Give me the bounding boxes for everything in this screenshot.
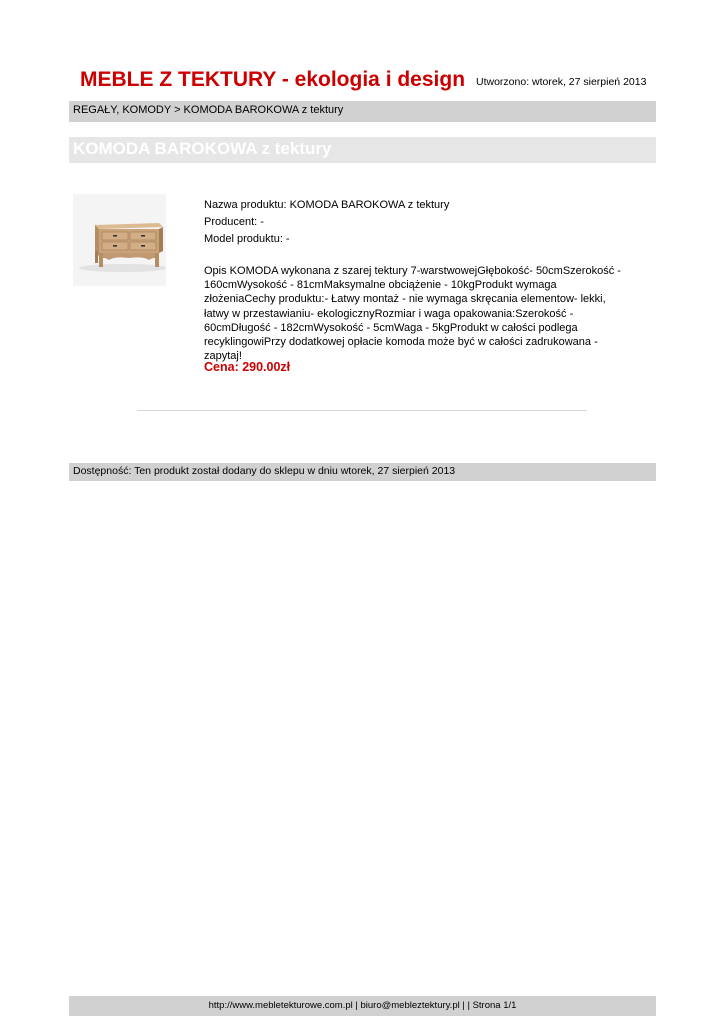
availability-info: Dostępność: Ten produkt został dodany do sklepu w dniu wtorek, 27 sierpień 2013 <box>69 463 656 481</box>
product-name: Nazwa produktu: KOMODA BAROKOWA z tektury <box>204 199 450 211</box>
product-producer: Producent: - <box>204 216 264 228</box>
created-date: Utworzono: wtorek, 27 sierpień 2013 <box>476 76 647 88</box>
page-footer: http://www.mebletekturowe.com.pl | biuro@mebleztektury.pl | | Strona 1/1 <box>69 996 656 1016</box>
product-description: Opis KOMODA wykonana z szarej tektury 7-warstwowejGłębokość- 50cmSzerokość - 160cmWysokość - 81cmMaksymalne obciążenie - 10kgProdukt wymaga złożeniaCechy produktu:- Łatwy montaż - nie wymaga skręcania elementow- lekki, łatwy w przestawianiu- ekologicznyRozmiar i waga opakowania:Szerokość - 60cmDługość - 182cmWysokość - 5cmWaga - 5kgProdukt w całości podlega recyklingowiPrzy dodatkowej opłacie komoda może być w całości zadrukowana - zapytaj! <box>204 265 621 363</box>
product-price: Cena: 290.00zł <box>204 360 291 374</box>
product-title: KOMODA BAROKOWA z tektury <box>69 137 656 163</box>
cardboard-dresser-image <box>73 194 166 286</box>
divider <box>137 410 587 411</box>
product-model: Model produktu: - <box>204 233 290 245</box>
site-title: MEBLE Z TEKTURY - ekologia i design <box>80 68 466 91</box>
breadcrumb: REGAŁY, KOMODY > KOMODA BAROKOWA z tektury <box>69 101 656 122</box>
product-details <box>204 197 624 248</box>
